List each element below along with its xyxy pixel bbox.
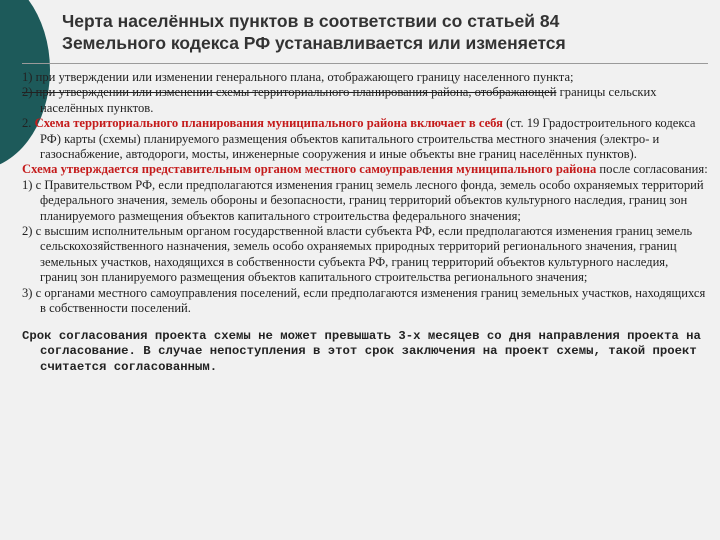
- title-line-2: Земельного кодекса РФ устанавливается или изменяется: [62, 33, 566, 53]
- final-note: Срок согласования проекта схемы не может превышать 3-х месяцев со дня направления проекта на согласование. В случае непоступления в этот срок заключения на проект схемы, такой проект считается согласованным.: [22, 328, 701, 374]
- title-divider: [22, 63, 708, 64]
- item-1: 1) при утверждении или изменении генерального плана, отображающего границу населенного пункта;: [22, 70, 574, 84]
- item-2-strike: 2) при утверждении или изменении схемы территориального планирования района, отображающей: [22, 85, 557, 100]
- approval-item-3: 3) с органами местного самоуправления поселений, если предполагаются изменения границ земельных участков, находящихся в собственности поселений.: [22, 285, 706, 316]
- approval-item-2: 2) с высшим исполнительным органом государственной власти субъекта РФ, если предполагаются изменения границ земель сельскохозяйственного назначения, земель особо охраняемых природных территорий регионального значения, границ земельных участков, находящихся в собственности субъекта РФ, границ территорий объектов культурного наследия, границ зон планируемого размещения объектов капитального строительства регионального значения;: [22, 224, 693, 285]
- section-2-highlight: Схема территориального планирования муниципального района включает в себя: [34, 116, 503, 131]
- slide-body: [22, 70, 708, 375]
- slide-title: [62, 10, 702, 54]
- approval-intro: [22, 162, 708, 177]
- section-2-num: 2.: [22, 116, 35, 131]
- approval-rest: после согласования:: [596, 162, 708, 177]
- approval-highlight: Схема утверждается представительным органом местного самоуправления муниципального района: [22, 162, 597, 177]
- item-2: [22, 85, 708, 116]
- title-line-1: Черта населённых пунктов в соответствии со статьей 84: [62, 11, 560, 31]
- section-2: [22, 116, 708, 162]
- section-2-rest: (ст. 19 Градостроительного кодекса РФ) карты (схемы) планируемого размещения объектов капитального строительства местного значения (электро- и газоснабжение, автодороги, мосты, инженерные сооружения и иные объекты вне границ населённых пунктов).: [40, 116, 696, 162]
- approval-item-1: 1) с Правительством РФ, если предполагаются изменения границ земель лесного фонда, земель особо охраняемых территорий федерального значения, земель обороны и безопасности, границ территорий объектов культурного наследия, границ зон планируемого размещения объектов капитального строительства федерального значения;: [22, 177, 704, 223]
- item-2-rest: границы сельских населённых пунктов.: [40, 85, 657, 115]
